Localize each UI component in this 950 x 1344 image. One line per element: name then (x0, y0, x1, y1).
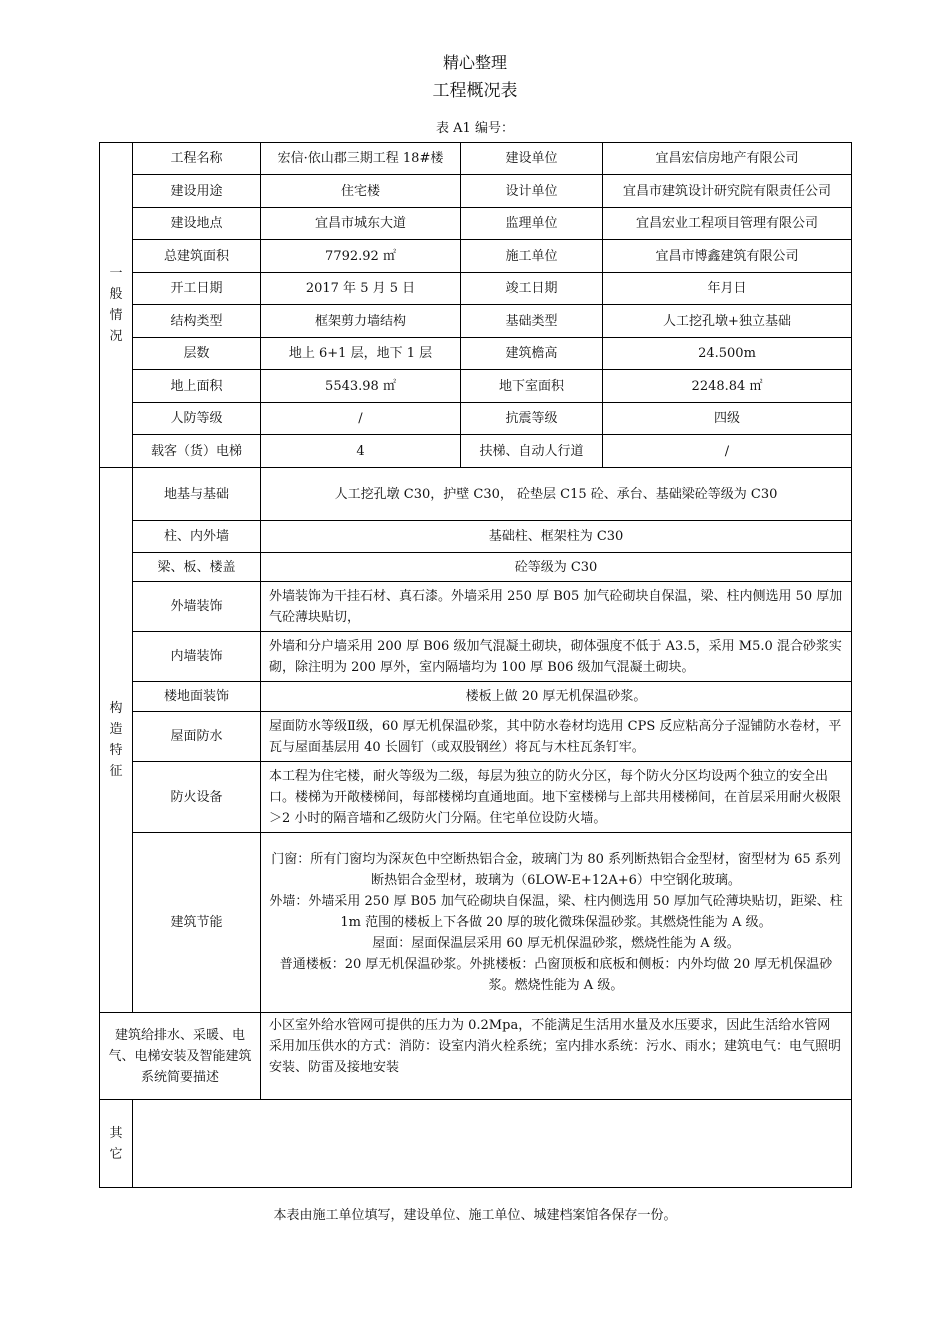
general-section-label: 一般情况 (100, 143, 133, 468)
cell-value: 24.500m (603, 338, 852, 370)
cell-label: 结构类型 (133, 305, 261, 338)
cell-label: 建设用途 (133, 175, 261, 208)
table-row (100, 435, 852, 468)
table-row (100, 1013, 852, 1100)
table-row (100, 682, 852, 712)
energy-doors-windows: 门窗：所有门窗均为深灰色中空断热铝合金，玻璃门为 80 系列断热铝合金型材，窗型材为 65 系列断热铝合金型材，玻璃为（6LOW-E+12A+6）中空钢化玻璃。 (271, 852, 841, 888)
project-overview-table (99, 142, 852, 1188)
cell-value: 宜昌市建筑设计研究院有限责任公司 (603, 175, 852, 208)
other-value[interactable] (133, 1100, 852, 1188)
energy-floor-slab: 普通楼板：20 厚无机保温砂浆。外挑楼板：凸窗顶板和底板和侧板：内外均做 20 厚无机保温砂浆。燃烧性能为 A 级。 (279, 957, 833, 993)
cell-label: 建设单位 (461, 143, 603, 175)
cell-value: 外墙装饰为干挂石材、真石漆。外墙采用 250 厚 B05 加气砼砌块自保温，梁、柱内侧选用 50 厚加气砼薄块贴切， (261, 582, 852, 632)
cell-label: 地下室面积 (461, 370, 603, 403)
cell-label: 地上面积 (133, 370, 261, 403)
cell-label: 建筑节能 (133, 833, 261, 1013)
cell-label: 施工单位 (461, 240, 603, 273)
table-row (100, 632, 852, 682)
cell-value: / (603, 435, 852, 468)
systems-label: 建筑给排水、采暖、电气、电梯安装及智能建筑系统简要描述 (100, 1013, 261, 1100)
cell-label: 楼地面装饰 (133, 682, 261, 712)
table-row (100, 1100, 852, 1188)
table-row (100, 553, 852, 582)
table-row (100, 338, 852, 370)
footer-note: 本表由施工单位填写，建设单位、施工单位、城建档案馆各保存一份。 (273, 1208, 677, 1223)
cell-value: 屋面防水等级Ⅱ级，60 厚无机保温砂浆，其中防水卷材均选用 CPS 反应粘高分子湿铺防水卷材，平瓦与屋面基层用 40 长圆钉（或双股钢丝）将瓦与木柱瓦条钉牢。 (261, 712, 852, 762)
cell-label: 载客（货）电梯 (133, 435, 261, 468)
cell-value: 5543.98 ㎡ (261, 370, 461, 403)
table-row (100, 273, 852, 305)
cell-label: 柱、内外墙 (133, 521, 261, 553)
cell-label: 防火设备 (133, 762, 261, 833)
table-row (100, 370, 852, 403)
cell-value: 住宅楼 (261, 175, 461, 208)
cell-value: 框架剪力墙结构 (261, 305, 461, 338)
cell-value: 人工挖孔墩+独立基础 (603, 305, 852, 338)
cell-value: 人工挖孔墩 C30，护壁 C30， 砼垫层 C15 砼、承台、基础梁砼等级为 C30 (261, 468, 852, 521)
table-row (100, 521, 852, 553)
cell-value: 四级 (603, 403, 852, 435)
cell-label: 设计单位 (461, 175, 603, 208)
page-title: 工程概况表 (432, 81, 518, 101)
cell-value: 宜昌宏业工程项目管理有限公司 (603, 208, 852, 240)
cell-label: 建设地点 (133, 208, 261, 240)
cell-label: 层数 (133, 338, 261, 370)
table-row (100, 712, 852, 762)
cell-label: 抗震等级 (461, 403, 603, 435)
systems-value: 小区室外给水管网可提供的压力为 0.2Mpa，不能满足生活用水量及水压要求，因此生活给水管网采用加压供水的方式：消防：设室内消火栓系统；室内排水系统：污水、雨水；建筑电气：电气照明安装、防雷及接地安装 (261, 1013, 852, 1100)
cell-label: 梁、板、楼盖 (133, 553, 261, 582)
cell-label: 工程名称 (133, 143, 261, 175)
energy-roof: 屋面：屋面保温层采用 60 厚无机保温砂浆，燃烧性能为 A 级。 (372, 936, 740, 951)
cell-value: 宜昌市博鑫建筑有限公司 (603, 240, 852, 273)
cell-label: 屋面防水 (133, 712, 261, 762)
cell-label: 监理单位 (461, 208, 603, 240)
cell-value: 宜昌宏信房地产有限公司 (603, 143, 852, 175)
table-row (100, 175, 852, 208)
table-row (100, 833, 852, 1013)
cell-label: 内墙装饰 (133, 632, 261, 682)
cell-value: 宏信·依山郡三期工程 18#楼 (261, 143, 461, 175)
table-row (100, 468, 852, 521)
table-row (100, 208, 852, 240)
cell-label: 总建筑面积 (133, 240, 261, 273)
cell-value: 4 (261, 435, 461, 468)
cell-label: 地基与基础 (133, 468, 261, 521)
cell-value (261, 833, 852, 1013)
cell-value: 楼板上做 20 厚无机保温砂浆。 (261, 682, 852, 712)
cell-label: 建筑檐高 (461, 338, 603, 370)
cell-value: 本工程为住宅楼，耐火等级为二级，每层为独立的防火分区，每个防火分区均设两个独立的安全出口。楼梯为开敞楼梯间，每部楼梯均直通地面。地下室楼梯与上部共用楼梯间，在首层采用耐火极限＞2 小时的隔音墙和乙级防火门分隔。住宅单位设防火墙。 (261, 762, 852, 833)
table-row (100, 762, 852, 833)
cell-label: 外墙装饰 (133, 582, 261, 632)
cell-value: 年月日 (603, 273, 852, 305)
page-header-text: 精心整理 (442, 53, 507, 72)
table-row (100, 403, 852, 435)
cell-value: 7792.92 ㎡ (261, 240, 461, 273)
cell-label: 开工日期 (133, 273, 261, 305)
cell-value: 外墙和分户墙采用 200 厚 B06 级加气混凝土砌块，砌体强度不低于 A3.5，采用 M5.0 混合砂浆实砌，除注明为 200 厚外，室内隔墙均为 100 厚 B06 级加气混凝土砌块。 (261, 632, 852, 682)
other-label: 其它 (100, 1100, 133, 1188)
cell-label: 竣工日期 (461, 273, 603, 305)
cell-value: 2248.84 ㎡ (603, 370, 852, 403)
cell-value: 宜昌市城东大道 (261, 208, 461, 240)
cell-label: 扶梯、自动人行道 (461, 435, 603, 468)
form-number: 表 A1 编号： (436, 121, 514, 136)
table-row (100, 305, 852, 338)
cell-value: 2017 年 5 月 5 日 (261, 273, 461, 305)
cell-value: 砼等级为 C30 (261, 553, 852, 582)
cell-label: 基础类型 (461, 305, 603, 338)
energy-exterior-wall: 外墙：外墙采用 250 厚 B05 加气砼砌块自保温，梁、柱内侧选用 50 厚加气砼薄块贴切，距梁、柱 1m 范围的楼板上下各做 20 厚的玻化微珠保温砂浆。其燃烧性能为 A 级。 (269, 894, 843, 930)
structure-section-label: 构造特征 (100, 468, 133, 1013)
cell-value: / (261, 403, 461, 435)
cell-value: 地上 6+1 层，地下 1 层 (261, 338, 461, 370)
table-row (100, 240, 852, 273)
cell-label: 人防等级 (133, 403, 261, 435)
cell-value: 基础柱、框架柱为 C30 (261, 521, 852, 553)
table-row (100, 582, 852, 632)
table-row (100, 143, 852, 175)
